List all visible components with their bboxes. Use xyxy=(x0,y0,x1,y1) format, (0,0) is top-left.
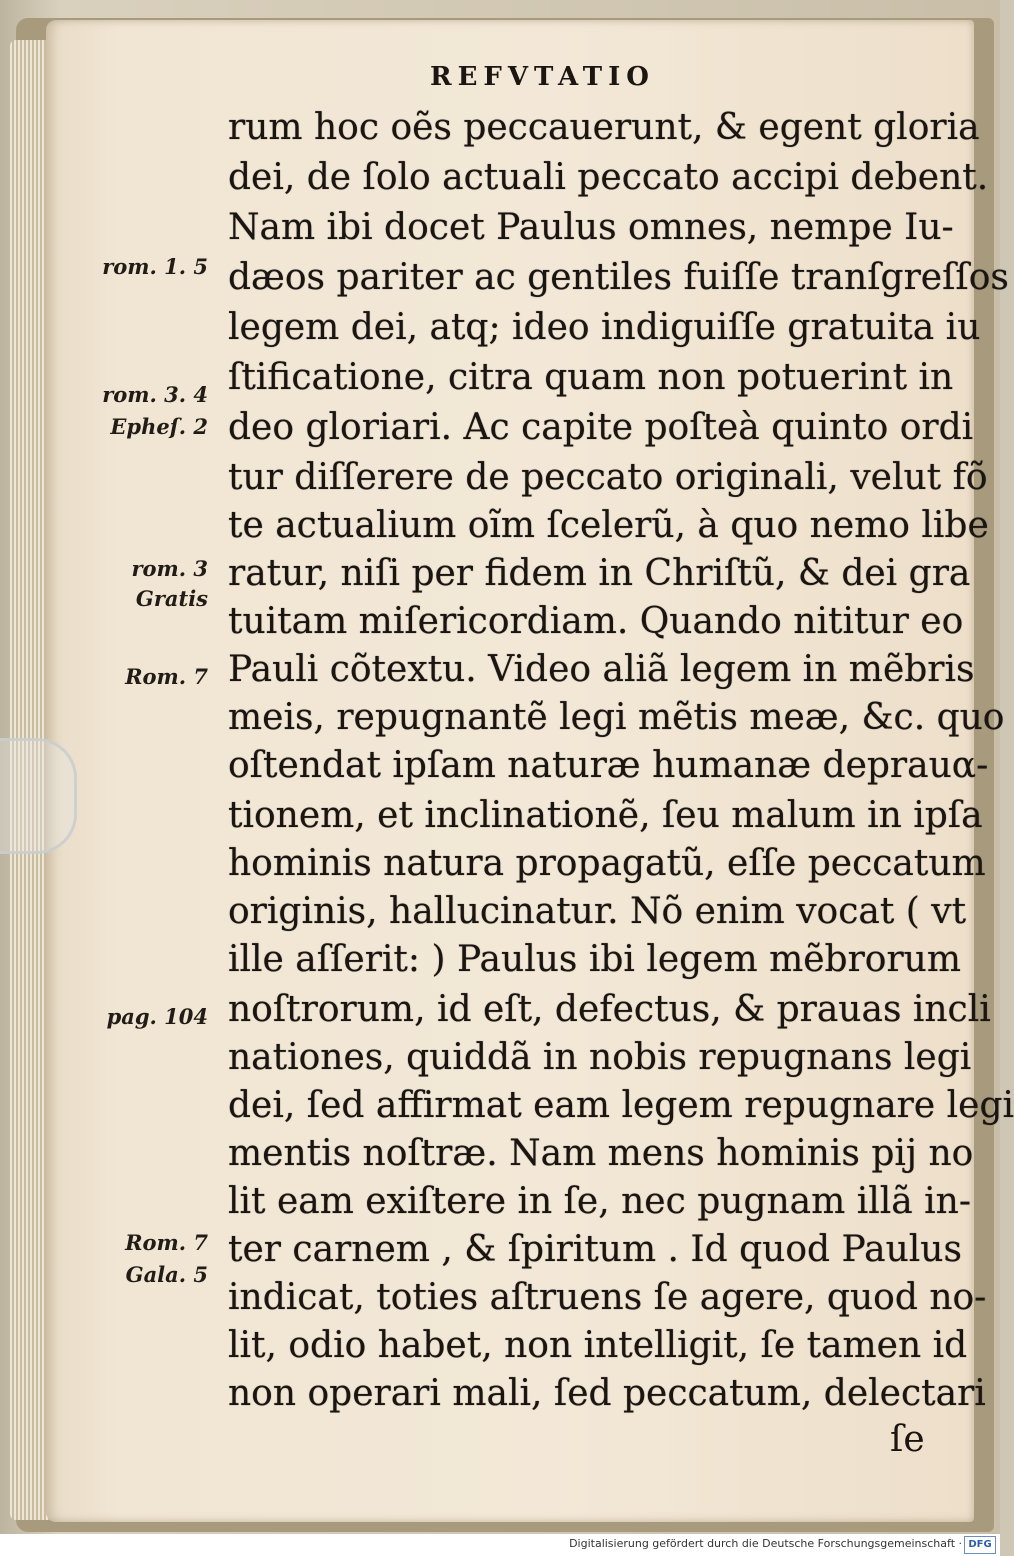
text-line: dei, de ſolo actuali peccato accipi debent. xyxy=(228,157,989,198)
text-line: meis, repugnantẽ legi mẽtis meæ, &c. quo xyxy=(228,697,1005,738)
text-line: Pauli cõtextu. Video aliã legem in mẽbris xyxy=(228,649,975,690)
footer-bar xyxy=(0,1534,1000,1556)
text-line: tur diſſerere de peccato originali, velut fõ xyxy=(228,457,988,498)
text-line: lit, odio habet, non intelligit, ſe tamen id xyxy=(228,1325,968,1366)
margin-note: Gratis xyxy=(135,586,208,611)
margin-note: pag. 104 xyxy=(106,1004,208,1029)
text-line: tionem, et inclinationẽ, ſeu malum in ipſa xyxy=(228,795,983,836)
text-line: legem dei, atq; ideo indiguiſſe gratuita iu xyxy=(228,307,981,348)
text-line: lit eam exiſtere in ſe, nec pugnam illã in- xyxy=(228,1181,972,1222)
text-line: Nam ibi docet Paulus omnes, nempe Iu- xyxy=(228,207,954,248)
footer-credit: Digitalisierung gefördert durch die Deutsche Forschungsgemeinschaft · xyxy=(569,1537,962,1550)
text-line: nationes, quiddã in nobis repugnans legi xyxy=(228,1037,972,1078)
text-line: te actualium oĩm ſcelerũ, à quo nemo libe xyxy=(228,505,989,546)
text-line: ille aſſerit: ) Paulus ibi legem mẽbrorum xyxy=(228,939,961,980)
margin-note: rom. 1. 5 xyxy=(102,254,208,279)
margin-note: rom. 3. 4 xyxy=(102,382,208,407)
margin-note: rom. 3 xyxy=(131,556,208,581)
dfg-logo: DFG xyxy=(964,1536,996,1554)
text-line: rum hoc oẽs peccauerunt, & egent gloria xyxy=(228,107,980,148)
text-line: deo gloriari. Ac capite poſteà quinto ordi xyxy=(228,407,974,448)
margin-note: Rom. 7 xyxy=(125,1230,208,1255)
text-line: ratur, niſi per fidem in Chriſtũ, & dei gra xyxy=(228,553,971,594)
text-line: tuitam miſericordiam. Quando nititur eo xyxy=(228,601,964,642)
margin-note: Epheſ. 2 xyxy=(110,414,208,439)
text-line: hominis natura propagatũ, eſſe peccatum xyxy=(228,843,986,884)
margin-note: Gala. 5 xyxy=(125,1262,208,1287)
text-line: dei, ſed affirmat eam legem repugnare legi xyxy=(228,1085,1014,1126)
page-clip xyxy=(0,738,77,854)
text-line: indicat, toties aſtruens ſe agere, quod no- xyxy=(228,1277,987,1318)
margin-note: Rom. 7 xyxy=(125,664,208,689)
text-line: dæos pariter ac gentiles fuiſſe tranſgreſſos xyxy=(228,257,1009,298)
text-line: ſtificatione, citra quam non potuerint in xyxy=(228,357,954,398)
text-line: originis, hallucinatur. Nõ enim vocat ( vt xyxy=(228,891,967,932)
text-line: mentis noſtræ. Nam mens hominis pij no xyxy=(228,1133,974,1174)
text-line: ter carnem , & ſpiritum . Id quod Paulus xyxy=(228,1229,962,1270)
catchword: ſe xyxy=(890,1419,925,1460)
text-line: non operari mali, ſed peccatum, delectari xyxy=(228,1373,986,1414)
text-line: noſtrorum, id eſt, defectus, & prauas incli xyxy=(228,989,991,1030)
text-line: oſtendat ipſam naturæ humanæ deprauα- xyxy=(228,745,989,786)
running-head: REFVTATIO xyxy=(430,62,655,92)
